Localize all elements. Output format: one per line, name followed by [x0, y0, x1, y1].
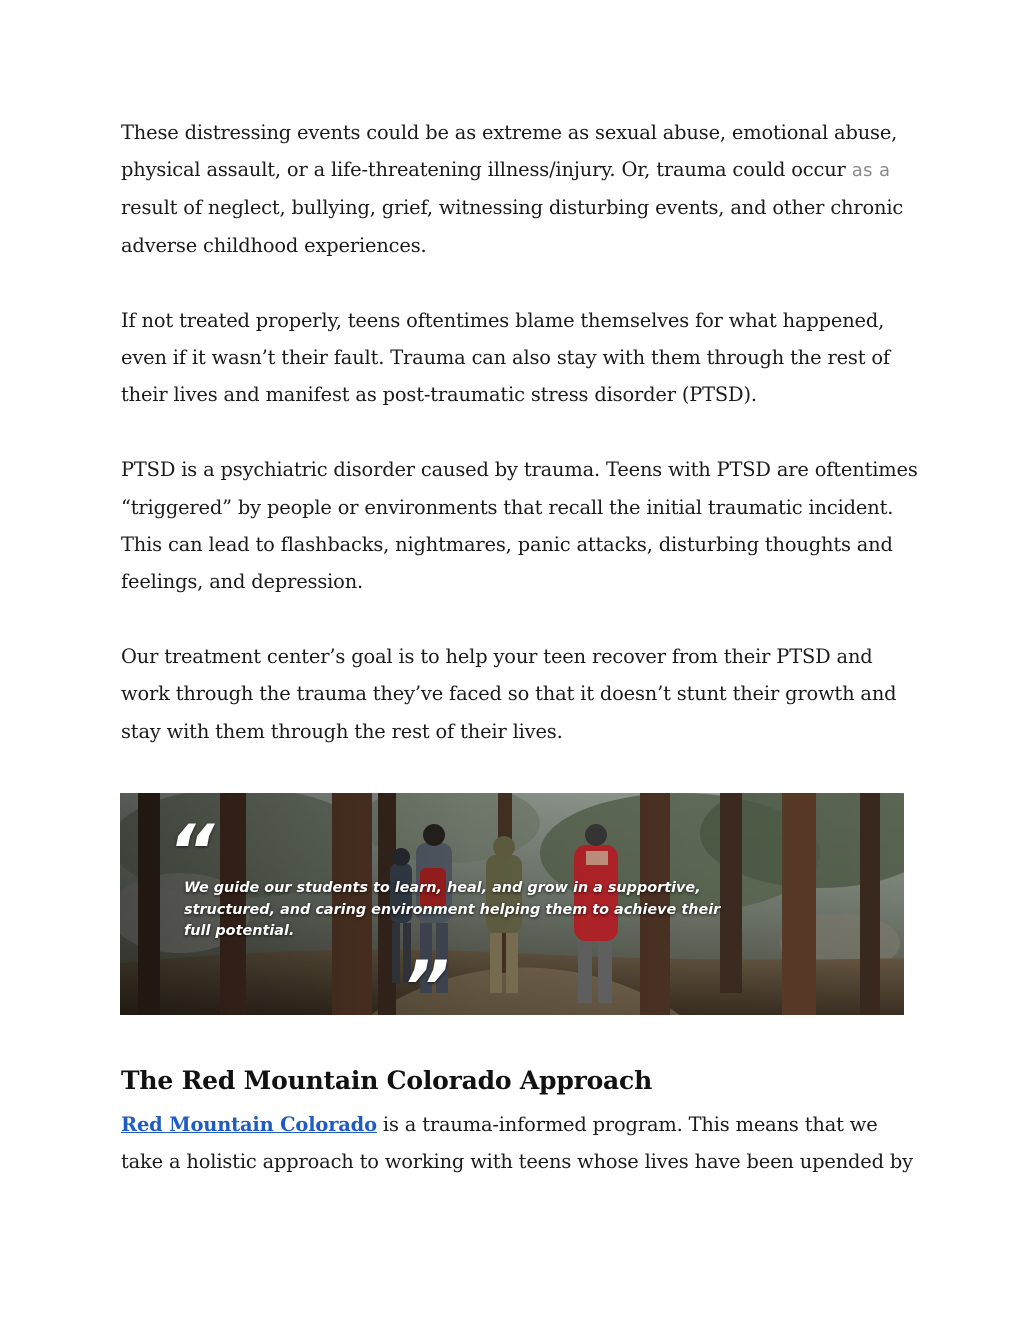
approach-section — [121, 1061, 911, 1180]
banner-quote — [184, 878, 721, 943]
paragraph-trauma-events — [121, 114, 911, 264]
gray-inline-text: as a — [851, 160, 891, 182]
text-line: If not treated properly, teens oftentimes blame themselves for what happened, — [121, 308, 885, 332]
text-line: adverse childhood experiences. — [121, 233, 427, 257]
text-line: This can lead to flashbacks, nightmares, panic attacks, disturbing thoughts and — [121, 532, 893, 556]
text-line: take a holistic approach to working with teens whose lives have been upended by — [121, 1150, 913, 1174]
text-line: stay with them through the rest of their lives. — [121, 719, 563, 743]
quote-line: structured, and caring environment helping them to achieve their — [184, 901, 721, 918]
text-line: even if it wasn’t their fault. Trauma can also stay with them through the rest of — [121, 346, 890, 370]
text-line — [121, 151, 911, 189]
paragraph-ptsd — [121, 451, 918, 600]
text-line: “triggered” by people or environments that recall the initial traumatic incident. — [121, 495, 894, 519]
text-line: PTSD is a psychiatric disorder caused by trauma. Teens with PTSD are oftentimes — [121, 458, 918, 482]
section-heading: The Red Mountain Colorado Approach — [121, 1066, 653, 1095]
quote-open-mark: “ — [168, 809, 215, 893]
paragraph-goal — [121, 638, 911, 750]
text-line: These distressing events could be as extreme as sexual abuse, emotional abuse, — [121, 121, 898, 144]
text-line: work through the trauma they’ve faced so that it doesn’t stunt their growth and — [121, 682, 897, 706]
text-line — [121, 1106, 911, 1143]
red-mountain-link[interactable]: Red Mountain Colorado — [121, 1113, 377, 1136]
text-fragment: physical assault, or a life-threatening illness/injury. Or, trauma could occur — [121, 158, 846, 182]
quote-line: full potential. — [184, 923, 295, 939]
quote-close-mark: ” — [403, 945, 450, 1015]
text-line: feelings, and depression. — [121, 570, 364, 594]
approach-paragraph — [121, 1106, 911, 1180]
text-line: result of neglect, bullying, grief, witnessing disturbing events, and other chronic — [121, 196, 904, 220]
forest-quote-banner — [120, 793, 904, 1015]
quote-line: We guide our students to learn, heal, and grow in a supportive, — [184, 880, 701, 896]
text-line: Our treatment center’s goal is to help your teen recover from their PTSD and — [121, 645, 873, 669]
text-line: their lives and manifest as post-traumatic stress disorder (PTSD). — [121, 383, 757, 407]
text-fragment: is a trauma-informed program. This means that we — [376, 1113, 878, 1136]
paragraph-untreated — [121, 302, 911, 414]
article-body — [121, 114, 918, 750]
